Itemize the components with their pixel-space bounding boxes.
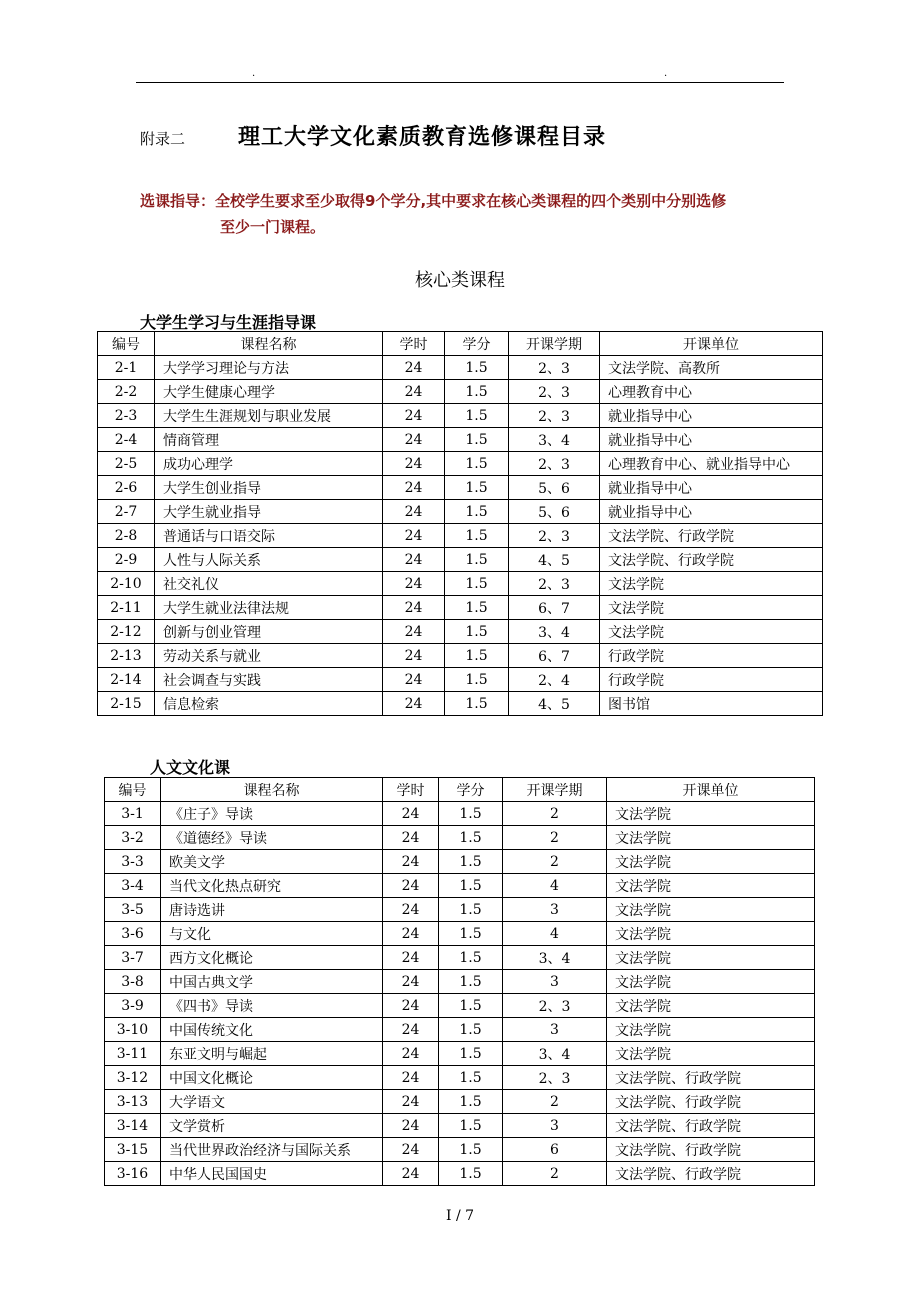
header-dot-right: . — [664, 68, 668, 79]
course-credits: 1.5 — [445, 572, 509, 596]
course-name: 大学学习理论与方法 — [155, 356, 383, 380]
course-hours: 24 — [383, 428, 445, 452]
course-table-humanities — [104, 777, 815, 1186]
course-name: 信息检索 — [155, 692, 383, 716]
course-id: 2-5 — [98, 452, 155, 476]
course-term: 3 — [503, 898, 607, 922]
table-row — [98, 596, 823, 620]
table-row — [105, 1018, 815, 1042]
course-name: 唐诗选讲 — [161, 898, 383, 922]
course-id: 3-3 — [105, 850, 161, 874]
table-row — [98, 524, 823, 548]
table-row — [98, 428, 823, 452]
column-header: 开课单位 — [600, 332, 823, 356]
column-header: 编号 — [98, 332, 155, 356]
table-row — [98, 572, 823, 596]
course-name: 大学生就业法律法规 — [155, 596, 383, 620]
header-rule — [136, 82, 784, 83]
course-name: 西方文化概论 — [161, 946, 383, 970]
course-credits: 1.5 — [439, 1114, 503, 1138]
table-row — [105, 898, 815, 922]
column-header: 学分 — [445, 332, 509, 356]
course-term: 2、3 — [509, 524, 600, 548]
course-hours: 24 — [383, 922, 439, 946]
course-name: 大学语文 — [161, 1090, 383, 1114]
course-department: 文法学院、高教所 — [600, 356, 823, 380]
table-row — [105, 970, 815, 994]
column-header: 开课学期 — [503, 778, 607, 802]
course-id: 3-11 — [105, 1042, 161, 1066]
course-department: 文法学院 — [607, 802, 815, 826]
course-name: 大学生健康心理学 — [155, 380, 383, 404]
course-hours: 24 — [383, 946, 439, 970]
course-credits: 1.5 — [439, 922, 503, 946]
course-name: 中国文化概论 — [161, 1066, 383, 1090]
table-row — [98, 644, 823, 668]
table-row — [98, 404, 823, 428]
course-department: 文法学院 — [607, 922, 815, 946]
course-id: 3-13 — [105, 1090, 161, 1114]
course-department: 行政学院 — [600, 668, 823, 692]
course-department: 文法学院 — [600, 620, 823, 644]
course-term: 2、3 — [509, 572, 600, 596]
course-hours: 24 — [383, 596, 445, 620]
course-credits: 1.5 — [445, 404, 509, 428]
course-id: 3-9 — [105, 994, 161, 1018]
column-header: 学分 — [439, 778, 503, 802]
course-credits: 1.5 — [445, 428, 509, 452]
course-department: 就业指导中心 — [600, 476, 823, 500]
column-header: 开课学期 — [509, 332, 600, 356]
section-title: 核心类课程 — [415, 270, 505, 291]
course-credits: 1.5 — [439, 1138, 503, 1162]
course-id: 3-7 — [105, 946, 161, 970]
course-name: 社交礼仪 — [155, 572, 383, 596]
page-title: 理工大学文化素质教育选修课程目录 — [238, 125, 607, 150]
course-id: 3-14 — [105, 1114, 161, 1138]
course-department: 图书馆 — [600, 692, 823, 716]
course-name: 中国古典文学 — [161, 970, 383, 994]
guide-line-1: 选课指导：全校学生要求至少取得9个学分,其中要求在核心类课程的四个类别中分别选修 — [140, 192, 727, 210]
table-row — [98, 380, 823, 404]
course-hours: 24 — [383, 404, 445, 428]
course-hours: 24 — [383, 994, 439, 1018]
course-credits: 1.5 — [445, 500, 509, 524]
course-hours: 24 — [383, 500, 445, 524]
course-hours: 24 — [383, 1162, 439, 1186]
course-hours: 24 — [383, 476, 445, 500]
course-credits: 1.5 — [445, 548, 509, 572]
appendix-label: 附录二 — [140, 130, 186, 148]
course-name: 大学生创业指导 — [155, 476, 383, 500]
course-term: 5、6 — [509, 476, 600, 500]
course-id: 2-4 — [98, 428, 155, 452]
table-row — [98, 548, 823, 572]
course-hours: 24 — [383, 380, 445, 404]
course-term: 3、4 — [503, 1042, 607, 1066]
course-hours: 24 — [383, 1042, 439, 1066]
course-id: 3-16 — [105, 1162, 161, 1186]
course-credits: 1.5 — [439, 1042, 503, 1066]
course-id: 3-10 — [105, 1018, 161, 1042]
course-credits: 1.5 — [445, 356, 509, 380]
course-hours: 24 — [383, 644, 445, 668]
course-credits: 1.5 — [445, 476, 509, 500]
course-term: 4 — [503, 874, 607, 898]
column-header: 学时 — [383, 778, 439, 802]
course-name: 普通话与口语交际 — [155, 524, 383, 548]
course-name: 当代文化热点研究 — [161, 874, 383, 898]
table-row — [105, 1138, 815, 1162]
column-header: 课程名称 — [155, 332, 383, 356]
course-department: 就业指导中心 — [600, 500, 823, 524]
course-department: 文法学院 — [600, 572, 823, 596]
course-name: 《庄子》导读 — [161, 802, 383, 826]
table-row — [98, 356, 823, 380]
course-name: 情商管理 — [155, 428, 383, 452]
course-hours: 24 — [383, 1066, 439, 1090]
course-id: 3-4 — [105, 874, 161, 898]
course-term: 2、4 — [509, 668, 600, 692]
course-table-career — [97, 331, 823, 716]
column-header: 编号 — [105, 778, 161, 802]
course-credits: 1.5 — [445, 596, 509, 620]
course-name: 东亚文明与崛起 — [161, 1042, 383, 1066]
table-header-row — [98, 332, 823, 356]
course-term: 2 — [503, 826, 607, 850]
course-hours: 24 — [383, 548, 445, 572]
table-row — [105, 1042, 815, 1066]
course-term: 6、7 — [509, 596, 600, 620]
course-term: 2、3 — [503, 994, 607, 1018]
course-hours: 24 — [383, 572, 445, 596]
course-department: 文法学院、行政学院 — [607, 1114, 815, 1138]
course-hours: 24 — [383, 826, 439, 850]
course-name: 当代世界政治经济与国际关系 — [161, 1138, 383, 1162]
header-dot-left: . — [252, 68, 256, 79]
course-term: 3、4 — [509, 428, 600, 452]
course-name: 创新与创业管理 — [155, 620, 383, 644]
course-credits: 1.5 — [439, 1066, 503, 1090]
table2-title: 人文文化课 — [150, 758, 231, 777]
table-row — [105, 946, 815, 970]
course-id: 2-2 — [98, 380, 155, 404]
course-id: 3-6 — [105, 922, 161, 946]
course-term: 2、3 — [509, 452, 600, 476]
course-department: 文法学院、行政学院 — [607, 1138, 815, 1162]
course-credits: 1.5 — [445, 668, 509, 692]
table-row — [98, 500, 823, 524]
course-term: 3 — [503, 970, 607, 994]
course-credits: 1.5 — [445, 524, 509, 548]
course-name: 劳动关系与就业 — [155, 644, 383, 668]
course-department: 文法学院、行政学院 — [600, 548, 823, 572]
course-department: 文法学院 — [607, 850, 815, 874]
table-row — [98, 692, 823, 716]
course-id: 3-12 — [105, 1066, 161, 1090]
course-department: 文法学院 — [607, 826, 815, 850]
course-term: 2、3 — [509, 356, 600, 380]
course-credits: 1.5 — [439, 1090, 503, 1114]
table-row — [105, 1066, 815, 1090]
course-name: 人性与人际关系 — [155, 548, 383, 572]
course-name: 社会调查与实践 — [155, 668, 383, 692]
course-name: 与文化 — [161, 922, 383, 946]
course-term: 2、3 — [503, 1066, 607, 1090]
course-department: 文法学院、行政学院 — [600, 524, 823, 548]
course-department: 文法学院 — [600, 596, 823, 620]
course-id: 2-9 — [98, 548, 155, 572]
course-hours: 24 — [383, 802, 439, 826]
course-id: 3-5 — [105, 898, 161, 922]
course-term: 2 — [503, 802, 607, 826]
course-credits: 1.5 — [439, 802, 503, 826]
course-credits: 1.5 — [445, 620, 509, 644]
course-hours: 24 — [383, 356, 445, 380]
course-hours: 24 — [383, 898, 439, 922]
table-row — [105, 826, 815, 850]
course-department: 文法学院、行政学院 — [607, 1162, 815, 1186]
course-hours: 24 — [383, 970, 439, 994]
table-row — [105, 922, 815, 946]
course-hours: 24 — [383, 524, 445, 548]
course-term: 6、7 — [509, 644, 600, 668]
course-name: 欧美文学 — [161, 850, 383, 874]
course-department: 文法学院、行政学院 — [607, 1066, 815, 1090]
course-id: 2-14 — [98, 668, 155, 692]
course-hours: 24 — [383, 452, 445, 476]
course-credits: 1.5 — [439, 994, 503, 1018]
course-id: 2-1 — [98, 356, 155, 380]
course-name: 大学生就业指导 — [155, 500, 383, 524]
course-term: 4、5 — [509, 692, 600, 716]
course-hours: 24 — [383, 1114, 439, 1138]
course-hours: 24 — [383, 1138, 439, 1162]
course-hours: 24 — [383, 1018, 439, 1042]
page-number: I / 7 — [445, 1208, 475, 1224]
course-credits: 1.5 — [445, 644, 509, 668]
course-term: 5、6 — [509, 500, 600, 524]
table-row — [105, 1090, 815, 1114]
table-row — [105, 994, 815, 1018]
course-id: 2-15 — [98, 692, 155, 716]
course-id: 3-2 — [105, 826, 161, 850]
course-credits: 1.5 — [445, 692, 509, 716]
course-hours: 24 — [383, 620, 445, 644]
course-hours: 24 — [383, 668, 445, 692]
course-credits: 1.5 — [439, 946, 503, 970]
table-row — [98, 620, 823, 644]
column-header: 开课单位 — [607, 778, 815, 802]
course-id: 2-10 — [98, 572, 155, 596]
course-term: 4 — [503, 922, 607, 946]
course-id: 2-13 — [98, 644, 155, 668]
course-term: 2 — [503, 1090, 607, 1114]
table-row — [105, 874, 815, 898]
course-name: 成功心理学 — [155, 452, 383, 476]
course-hours: 24 — [383, 692, 445, 716]
course-department: 文法学院 — [607, 970, 815, 994]
course-term: 6 — [503, 1138, 607, 1162]
course-id: 3-15 — [105, 1138, 161, 1162]
course-id: 2-3 — [98, 404, 155, 428]
course-credits: 1.5 — [445, 380, 509, 404]
course-term: 3、4 — [509, 620, 600, 644]
course-name: 中国传统文化 — [161, 1018, 383, 1042]
course-department: 行政学院 — [600, 644, 823, 668]
course-department: 文法学院 — [607, 898, 815, 922]
course-department: 文法学院 — [607, 1042, 815, 1066]
course-id: 2-11 — [98, 596, 155, 620]
table1-title: 大学生学习与生涯指导课 — [140, 313, 317, 332]
course-department: 文法学院 — [607, 994, 815, 1018]
table-row — [98, 476, 823, 500]
course-name: 《道德经》导读 — [161, 826, 383, 850]
table-header-row — [105, 778, 815, 802]
course-name: 《四书》导读 — [161, 994, 383, 1018]
course-term: 4、5 — [509, 548, 600, 572]
course-id: 2-8 — [98, 524, 155, 548]
course-credits: 1.5 — [445, 452, 509, 476]
course-department: 就业指导中心 — [600, 428, 823, 452]
course-term: 2 — [503, 1162, 607, 1186]
table-row — [105, 1114, 815, 1138]
course-credits: 1.5 — [439, 1162, 503, 1186]
column-header: 课程名称 — [161, 778, 383, 802]
course-name: 大学生生涯规划与职业发展 — [155, 404, 383, 428]
course-department: 文法学院、行政学院 — [607, 1090, 815, 1114]
column-header: 学时 — [383, 332, 445, 356]
table-row — [105, 850, 815, 874]
course-term: 3、4 — [503, 946, 607, 970]
course-term: 2 — [503, 850, 607, 874]
course-id: 3-8 — [105, 970, 161, 994]
course-term: 2、3 — [509, 404, 600, 428]
course-department: 文法学院 — [607, 946, 815, 970]
course-id: 2-12 — [98, 620, 155, 644]
course-hours: 24 — [383, 874, 439, 898]
course-id: 2-6 — [98, 476, 155, 500]
course-credits: 1.5 — [439, 970, 503, 994]
course-department: 心理教育中心、就业指导中心 — [600, 452, 823, 476]
course-credits: 1.5 — [439, 1018, 503, 1042]
table-row — [98, 452, 823, 476]
course-department: 文法学院 — [607, 874, 815, 898]
course-id: 2-7 — [98, 500, 155, 524]
course-term: 2、3 — [509, 380, 600, 404]
course-credits: 1.5 — [439, 898, 503, 922]
course-term: 3 — [503, 1018, 607, 1042]
course-selection-guide — [140, 188, 800, 240]
table-row — [98, 668, 823, 692]
course-department: 就业指导中心 — [600, 404, 823, 428]
table-row — [105, 1162, 815, 1186]
table-row — [105, 802, 815, 826]
guide-line-2: 至少一门课程。 — [220, 218, 326, 236]
course-hours: 24 — [383, 850, 439, 874]
course-term: 3 — [503, 1114, 607, 1138]
course-credits: 1.5 — [439, 850, 503, 874]
course-credits: 1.5 — [439, 874, 503, 898]
course-department: 文法学院 — [607, 1018, 815, 1042]
course-department: 心理教育中心 — [600, 380, 823, 404]
course-hours: 24 — [383, 1090, 439, 1114]
course-name: 中华人民国国史 — [161, 1162, 383, 1186]
course-credits: 1.5 — [439, 826, 503, 850]
course-id: 3-1 — [105, 802, 161, 826]
course-name: 文学赏析 — [161, 1114, 383, 1138]
